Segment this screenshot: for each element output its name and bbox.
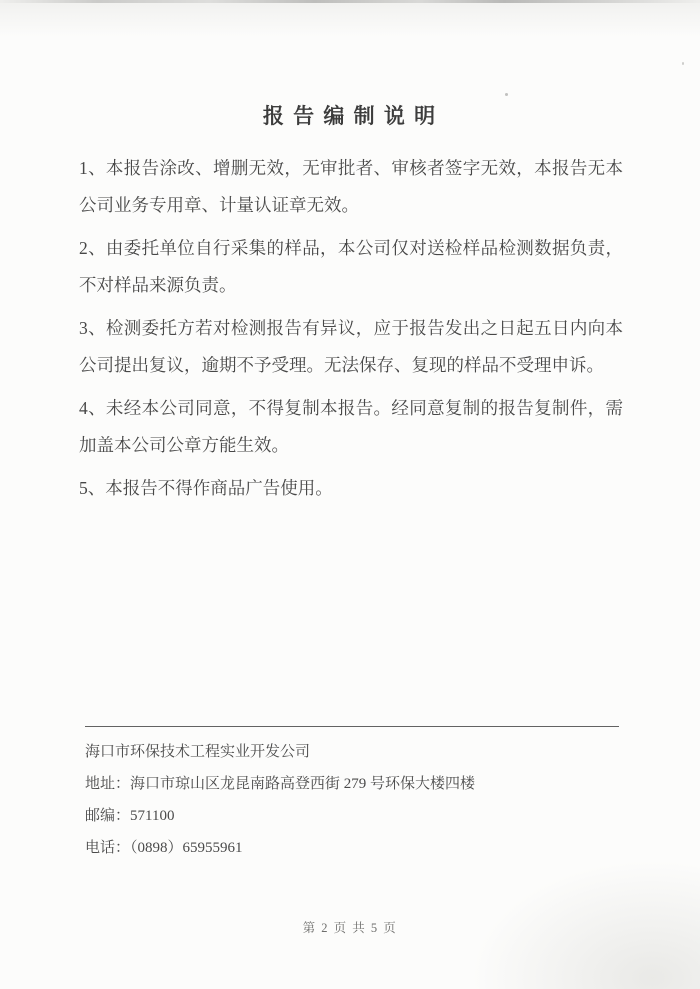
company-address: 地址：海口市琼山区龙昆南路高登西街 279 号环保大楼四楼 [85,776,476,792]
company-name: 海口市环保技术工程实业开发公司 [85,744,311,760]
company-postcode: 邮编：571100 [85,808,175,824]
company-phone: 电话：（0898）65955961 [85,840,243,856]
note-item-2: 2、由委托单位自行采集的样品，本公司仅对送检样品检测数据负责，不对样品来源负责。 [79,238,623,295]
page-title: 报 告 编 制 说 明 [262,104,438,129]
scan-shadow-artifact [0,3,700,37]
note-item-1: 1、本报告涂改、增删无效，无审批者、审核者签字无效，本报告无本公司业务专用章、计量认证章无效。 [79,158,623,215]
note-item-4: 4、未经本公司同意，不得复制本报告。经同意复制的报告复制件，需加盖本公司公章方能生效。 [79,398,623,455]
page-number: 第 2 页 共 5 页 [302,921,398,935]
note-item-3: 3、检测委托方若对检测报告有异议，应于报告发出之日起五日内向本公司提出复议，逾期不予受理。无法保存、复现的样品不受理申诉。 [79,318,623,375]
scan-speck-artifact [682,62,684,65]
company-info-block [85,736,625,864]
notes-list [79,150,623,513]
note-item-5: 5、本报告不得作商品广告使用。 [79,478,333,498]
footer-divider [85,726,619,727]
scan-speck-artifact [505,93,508,96]
